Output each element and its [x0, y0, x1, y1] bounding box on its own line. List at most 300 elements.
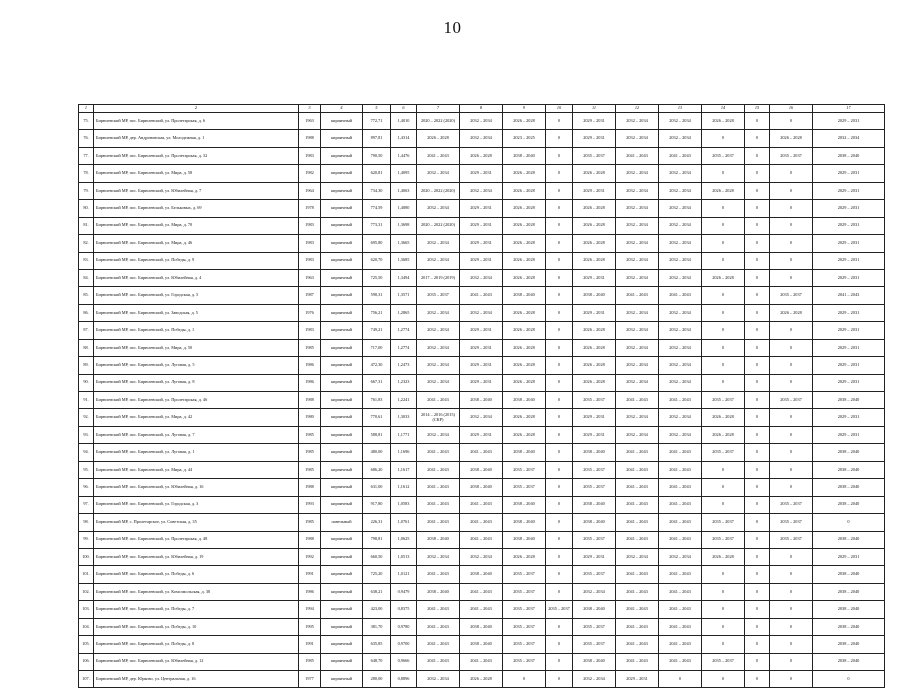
table-row [79, 287, 885, 304]
table-cell: 1,2865 [391, 304, 417, 321]
table-cell: 226,31 [363, 514, 391, 531]
table-cell: 2041 – 2043 [616, 583, 659, 600]
table-cell: 91. [79, 392, 94, 409]
table-cell: кирпичный [321, 461, 363, 478]
table-cell: 0 [770, 583, 813, 600]
table-row [79, 531, 885, 548]
table-cell: 2032 – 2034 [417, 374, 460, 391]
table-cell: 84. [79, 269, 94, 286]
table-cell: 1977 [299, 671, 321, 688]
table-cell: 0 [770, 479, 813, 496]
table-cell: 0 [546, 583, 573, 600]
table-cell: 717,00 [363, 339, 391, 356]
table-cell: 2041 – 2043 [616, 287, 659, 304]
table-cell: 2032 – 2034 [616, 374, 659, 391]
table-cell: 2041 – 2043 [616, 636, 659, 653]
table-row [79, 217, 885, 234]
table-cell: 1988 [299, 531, 321, 548]
table-cell: 2026 – 2028 [573, 357, 616, 374]
table-cell: 0 [745, 252, 770, 269]
column-number-cell: 15 [745, 105, 770, 113]
table-cell: 2032 – 2034 [573, 671, 616, 688]
table-cell: 1993 [299, 496, 321, 513]
table-cell: 0 [745, 479, 770, 496]
table-cell: 0 [770, 566, 813, 583]
table-cell: 2035 – 2037 [503, 566, 546, 583]
table-cell: 2041 – 2043 [417, 461, 460, 478]
table-cell: кирпичный [321, 583, 363, 600]
address-cell: Бирюлевский МР, пос. Бирюлевский, ул. Пролетарская, д. 32 [94, 147, 299, 164]
table-cell: 0,8375 [391, 601, 417, 618]
table-cell: 0 [546, 339, 573, 356]
table-cell: 0 [702, 200, 745, 217]
table-cell: кирпичный [321, 426, 363, 443]
table-cell: 2020 – 2022 (2020) [417, 217, 460, 234]
table-cell: 0 [813, 514, 885, 531]
table-cell: 0 [770, 339, 813, 356]
table-cell: 2038 – 2040 [503, 392, 546, 409]
table-cell: 0 [745, 304, 770, 321]
table-row [79, 566, 885, 583]
table-cell: 2038 – 2040 [503, 496, 546, 513]
table-cell: 1991 [299, 636, 321, 653]
table-body [79, 113, 885, 688]
table-cell: 2032 – 2034 [616, 548, 659, 565]
table-cell: 1,0761 [391, 514, 417, 531]
table-cell: 0 [745, 147, 770, 164]
table-cell: 0 [745, 182, 770, 199]
table-cell: 0 [702, 217, 745, 234]
table-cell: 2038 – 2040 [503, 287, 546, 304]
table-cell: кирпичный [321, 165, 363, 182]
table-cell: 749,21 [363, 322, 391, 339]
table-cell: кирпичный [321, 182, 363, 199]
table-cell: 761,83 [363, 392, 391, 409]
table-cell: кирпичный [321, 496, 363, 513]
table-cell: 2038 – 2040 [460, 618, 503, 635]
table-cell: 0 [702, 636, 745, 653]
table-cell: кирпичный [321, 409, 363, 426]
table-cell: 0 [702, 287, 745, 304]
table-cell: 2026 – 2028 [417, 130, 460, 147]
table-cell: 89. [79, 357, 94, 374]
table-cell: 2032 – 2034 [460, 113, 503, 130]
table-cell: 0 [745, 392, 770, 409]
table-cell: 2041 – 2043 [417, 147, 460, 164]
table-cell: 2038 – 2040 [460, 392, 503, 409]
table-cell: 2041 – 2043 [659, 496, 702, 513]
page-number: 10 [443, 18, 462, 37]
table-cell: 100. [79, 548, 94, 565]
column-number-cell: 6 [391, 105, 417, 113]
table-cell: 2029 – 2031 [573, 130, 616, 147]
table-cell: кирпичный [321, 392, 363, 409]
table-cell: 2041 – 2043 [460, 287, 503, 304]
schedule-table [78, 104, 885, 688]
table-cell: 82. [79, 235, 94, 252]
table-cell: 660,50 [363, 548, 391, 565]
table-cell: 2038 – 2040 [503, 444, 546, 461]
table-cell: кирпичный [321, 479, 363, 496]
table-cell: 638,21 [363, 583, 391, 600]
table-cell: 2032 – 2034 [417, 322, 460, 339]
table-cell: 2026 – 2028 [460, 671, 503, 688]
table-cell: 2038 – 2040 [813, 392, 885, 409]
table-cell: 0 [546, 235, 573, 252]
table-row [79, 496, 885, 513]
table-cell: 2038 – 2040 [503, 514, 546, 531]
table-cell: 725,50 [363, 269, 391, 286]
table-cell: 0 [546, 217, 573, 234]
table-cell: 0 [745, 130, 770, 147]
table-cell: 2032 – 2034 [616, 357, 659, 374]
table-cell: 2029 – 2031 [813, 426, 885, 443]
table-cell: 1980 [299, 409, 321, 426]
table-cell: 1,4314 [391, 130, 417, 147]
column-number-cell: 4 [321, 105, 363, 113]
table-cell: 2032 – 2034 [659, 322, 702, 339]
table-cell: 588,81 [363, 426, 391, 443]
address-cell: Бирюлевский МР, пос. Бирюлевский, ул. Победы, д. 8 [94, 636, 299, 653]
table-cell: 0 [546, 113, 573, 130]
table-cell: 0 [745, 165, 770, 182]
table-cell: 0 [745, 583, 770, 600]
table-cell: 0 [546, 392, 573, 409]
table-cell: 2041 – 2043 [813, 287, 885, 304]
address-cell: Бирюлевский МР, пос. Бирюлевский, ул. Мира, д. 70 [94, 217, 299, 234]
table-cell: 2038 – 2040 [813, 461, 885, 478]
table-cell: 0 [546, 182, 573, 199]
table-row [79, 357, 885, 374]
table-cell: кирпичный [321, 304, 363, 321]
table-cell: 95. [79, 461, 94, 478]
table-cell: 2035 – 2037 [417, 287, 460, 304]
table-cell: 0 [702, 496, 745, 513]
table-cell: 2038 – 2040 [573, 514, 616, 531]
table-cell: 2029 – 2031 [813, 374, 885, 391]
table-cell: 2026 – 2028 [503, 182, 546, 199]
table-cell: 2026 – 2028 [573, 252, 616, 269]
table-cell: 2035 – 2037 [770, 147, 813, 164]
table-cell: 1,2774 [391, 322, 417, 339]
table-cell: 2032 – 2034 [417, 200, 460, 217]
address-cell: Бирюлевский МР, пос. Бирюлевский, ул. Мира, д. 44 [94, 461, 299, 478]
table-cell: 2032 – 2034 [417, 357, 460, 374]
table-cell: 648,70 [363, 653, 391, 670]
table-cell: 2026 – 2028 [702, 409, 745, 426]
table-cell: 0 [770, 322, 813, 339]
table-cell: 2041 – 2043 [616, 531, 659, 548]
table-cell: 78. [79, 165, 94, 182]
table-cell: 0 [745, 322, 770, 339]
table-cell: 2038 – 2040 [573, 287, 616, 304]
table-cell: 1985 [299, 653, 321, 670]
table-cell: 0 [745, 618, 770, 635]
table-cell: 86. [79, 304, 94, 321]
table-cell: 1983 [299, 217, 321, 234]
table-cell: 0 [745, 235, 770, 252]
table-cell: 87. [79, 322, 94, 339]
table-cell: 96. [79, 479, 94, 496]
table-cell: 2038 – 2040 [813, 531, 885, 548]
table-cell: 2038 – 2040 [503, 531, 546, 548]
table-cell: 2041 – 2043 [460, 531, 503, 548]
table-cell: 2026 – 2028 [503, 165, 546, 182]
address-cell: Бирюлевский МР, пос. Бирюлевский, ул. Юбилейная, д. 4 [94, 269, 299, 286]
table-cell: 0,9700 [391, 636, 417, 653]
table-cell: 0 [546, 548, 573, 565]
table-cell: 1,2241 [391, 392, 417, 409]
table-cell: 0 [702, 304, 745, 321]
table-cell: 2041 – 2043 [659, 566, 702, 583]
table-cell: 0 [745, 496, 770, 513]
table-cell: 2032 – 2034 [659, 269, 702, 286]
table-cell: 2032 – 2034 [616, 409, 659, 426]
table-cell: 0 [745, 548, 770, 565]
table-cell: 2035 – 2037 [546, 601, 573, 618]
table-cell: 2035 – 2037 [702, 392, 745, 409]
table-cell: 1988 [299, 130, 321, 147]
table-cell: кирпичный [321, 653, 363, 670]
table-cell: 2038 – 2040 [573, 496, 616, 513]
address-cell: Бирюлевский МР, пос. Бирюлевский, ул. Луговая, д. 8 [94, 374, 299, 391]
table-row [79, 461, 885, 478]
column-number-row [79, 105, 885, 113]
table-cell: 2035 – 2037 [503, 583, 546, 600]
table-cell: 0 [546, 479, 573, 496]
table-cell: 2029 – 2031 [813, 548, 885, 565]
table-cell: 2026 – 2028 [503, 269, 546, 286]
table-cell: 102. [79, 583, 94, 600]
table-cell: кирпичный [321, 444, 363, 461]
address-cell: Бирюлевский МР, пос. Бирюлевский, ул. Городская, д. 3 [94, 496, 299, 513]
table-cell: 2032 – 2034 [616, 269, 659, 286]
column-number-cell: 8 [460, 105, 503, 113]
table-cell: кирпичный [321, 339, 363, 356]
table-cell: 2032 – 2034 [417, 252, 460, 269]
address-cell: Бирюлевский МР, пос. Бирюлевский, ул. Победы, д. 10 [94, 618, 299, 635]
table-cell: 2032 – 2034 [659, 304, 702, 321]
table-cell: 2038 – 2040 [460, 461, 503, 478]
address-cell: Бирюлевский МР, пос. Бирюлевский, ул. Юбилейная, д. 16 [94, 479, 299, 496]
table-cell: 1,0513 [391, 548, 417, 565]
table-cell: 0 [745, 444, 770, 461]
table-cell: 0 [770, 636, 813, 653]
table-cell: 772,71 [363, 113, 391, 130]
table-cell: 2035 – 2037 [770, 287, 813, 304]
table-cell: 1983 [299, 235, 321, 252]
table-cell: 0 [702, 357, 745, 374]
table-cell: 2029 – 2031 [813, 217, 885, 234]
table-cell: 1,3698 [391, 217, 417, 234]
table-cell: 99. [79, 531, 94, 548]
table-cell: 0 [546, 496, 573, 513]
table-cell: 2029 – 2031 [460, 200, 503, 217]
table-cell: кирпичный [321, 322, 363, 339]
table-cell: 2041 – 2043 [659, 583, 702, 600]
table-cell: 0 [745, 287, 770, 304]
table-cell: 0 [745, 601, 770, 618]
table-cell: 0 [702, 339, 745, 356]
address-cell: Бирюлевский МР, пос. Бирюлевский, ул. Победы, д. 9 [94, 252, 299, 269]
table-cell: 381,70 [363, 618, 391, 635]
table-cell: 2032 – 2034 [417, 548, 460, 565]
table-cell: 2041 – 2043 [616, 392, 659, 409]
table-cell: 2014 – 2016 (2015)(СКР) [417, 409, 460, 426]
table-cell: 2035 – 2037 [702, 514, 745, 531]
table-cell: 2032 – 2034 [460, 269, 503, 286]
table-cell: 0 [702, 566, 745, 583]
table-cell: 2032 – 2034 [659, 357, 702, 374]
table-cell: 2026 – 2028 [702, 113, 745, 130]
table-cell: 2032 – 2034 [616, 322, 659, 339]
table-cell: 2038 – 2040 [460, 566, 503, 583]
table-row [79, 252, 885, 269]
table-cell: 686,20 [363, 461, 391, 478]
table-cell: 2035 – 2037 [503, 636, 546, 653]
table-cell: 2038 – 2040 [813, 601, 885, 618]
table-cell: 2038 – 2040 [460, 636, 503, 653]
table-cell: 2029 – 2031 [813, 182, 885, 199]
table-cell: 97. [79, 496, 94, 513]
table-cell: 2035 – 2037 [770, 496, 813, 513]
table-cell: 2026 – 2028 [702, 548, 745, 565]
table-cell: кирпичный [321, 130, 363, 147]
table-cell: 2032 – 2034 [417, 339, 460, 356]
table-row [79, 548, 885, 565]
table-cell: 0 [745, 636, 770, 653]
table-cell: 0 [702, 235, 745, 252]
table-cell: 2038 – 2040 [813, 566, 885, 583]
table-cell: 2041 – 2043 [417, 618, 460, 635]
table-cell: 2038 – 2040 [813, 618, 885, 635]
table-cell: 0 [745, 269, 770, 286]
table-cell: 2035 – 2037 [573, 566, 616, 583]
table-cell: 0 [546, 636, 573, 653]
table-cell: 2038 – 2040 [813, 444, 885, 461]
table-cell: 1,4063 [391, 182, 417, 199]
table-cell: 2026 – 2028 [460, 147, 503, 164]
table-cell: 2029 – 2031 [813, 357, 885, 374]
table-cell: 2041 – 2043 [616, 653, 659, 670]
table-cell: 2023 – 2025 [503, 130, 546, 147]
table-cell: 2026 – 2028 [573, 374, 616, 391]
table-cell: 1,4476 [391, 147, 417, 164]
address-cell: Бирюлевский МР, пос. Бирюлевский, ул. Заводская, д. 5 [94, 304, 299, 321]
table-cell: 2026 – 2028 [503, 235, 546, 252]
table-cell: 423,00 [363, 601, 391, 618]
table-cell: 0,9780 [391, 618, 417, 635]
table-cell: 695,80 [363, 235, 391, 252]
table-cell: 98. [79, 514, 94, 531]
table-cell: 1,2323 [391, 374, 417, 391]
table-cell: 2035 – 2037 [770, 514, 813, 531]
table-cell: 0 [546, 269, 573, 286]
table-cell: 2038 – 2040 [573, 601, 616, 618]
table-cell: кирпичный [321, 357, 363, 374]
address-cell: Бирюлевский МР, пос. Бирюлевский, ул. Луговая, д. 1 [94, 444, 299, 461]
table-cell: 0 [745, 339, 770, 356]
table-cell: 94. [79, 444, 94, 461]
table-cell: 2032 – 2034 [813, 130, 885, 147]
table-cell: 2041 – 2043 [460, 583, 503, 600]
table-cell: 2035 – 2037 [770, 392, 813, 409]
table-cell: 0 [745, 426, 770, 443]
table-cell: 2032 – 2034 [417, 671, 460, 688]
table-cell: 1985 [299, 461, 321, 478]
table-cell: 770,61 [363, 409, 391, 426]
table-cell: 1985 [299, 444, 321, 461]
table-cell: 107. [79, 671, 94, 688]
table-cell: 2029 – 2031 [460, 426, 503, 443]
address-cell: Бирюлевский МР, пос. Бирюлевский, ул. Бельковых, д. 69 [94, 200, 299, 217]
table-cell: 2032 – 2034 [417, 165, 460, 182]
table-cell: 0 [702, 479, 745, 496]
table-row [79, 426, 885, 443]
table-cell: 2029 – 2031 [573, 409, 616, 426]
table-cell: 1986 [299, 374, 321, 391]
table-cell: 0 [770, 601, 813, 618]
table-row [79, 671, 885, 688]
table-row [79, 514, 885, 531]
table-cell: 2035 – 2037 [503, 461, 546, 478]
table-cell: 1976 [299, 304, 321, 321]
table-cell: 0 [770, 217, 813, 234]
table-cell: 1,3033 [391, 409, 417, 426]
column-number-cell: 7 [417, 105, 460, 113]
table-cell: 2032 – 2034 [616, 304, 659, 321]
table-cell: 2029 – 2031 [813, 322, 885, 339]
table-cell: 2032 – 2034 [460, 548, 503, 565]
table-cell: 1982 [299, 165, 321, 182]
table-cell: 0 [546, 322, 573, 339]
table-cell: 0 [745, 217, 770, 234]
column-number-cell: 1 [79, 105, 94, 113]
table-cell: 734,30 [363, 182, 391, 199]
table-cell: кирпичный [321, 636, 363, 653]
table-cell: 0 [770, 252, 813, 269]
table-cell: 2029 – 2031 [460, 217, 503, 234]
table-cell: 1992 [299, 548, 321, 565]
table-cell: 773,31 [363, 217, 391, 234]
table-cell: 0 [546, 531, 573, 548]
table-cell: 2032 – 2034 [659, 165, 702, 182]
table-cell: 2035 – 2037 [503, 653, 546, 670]
table-cell: 0 [702, 618, 745, 635]
table-cell: 0 [546, 566, 573, 583]
table-cell: 2041 – 2043 [417, 392, 460, 409]
address-cell: Бирюлевский МР, пос. Бирюлевский, ул. Мира, д. 42 [94, 409, 299, 426]
table-cell: кирпичный [321, 618, 363, 635]
table-cell: 2035 – 2037 [503, 601, 546, 618]
table-cell: 2032 – 2034 [616, 426, 659, 443]
table-cell: 2032 – 2034 [616, 235, 659, 252]
table-cell: 88. [79, 339, 94, 356]
table-cell: 2026 – 2028 [503, 113, 546, 130]
table-cell: 2032 – 2034 [659, 182, 702, 199]
table-cell: 2029 – 2031 [813, 339, 885, 356]
table-cell: 2029 – 2031 [616, 671, 659, 688]
table-cell: 2041 – 2043 [616, 566, 659, 583]
table-cell: 1985 [299, 514, 321, 531]
table-cell: 472,30 [363, 357, 391, 374]
table-cell: 2041 – 2043 [460, 496, 503, 513]
table-cell: 1,3685 [391, 252, 417, 269]
table-row [79, 269, 885, 286]
table-cell: 2029 – 2031 [813, 269, 885, 286]
table-cell: 2026 – 2028 [702, 426, 745, 443]
table-cell: 2032 – 2034 [616, 130, 659, 147]
